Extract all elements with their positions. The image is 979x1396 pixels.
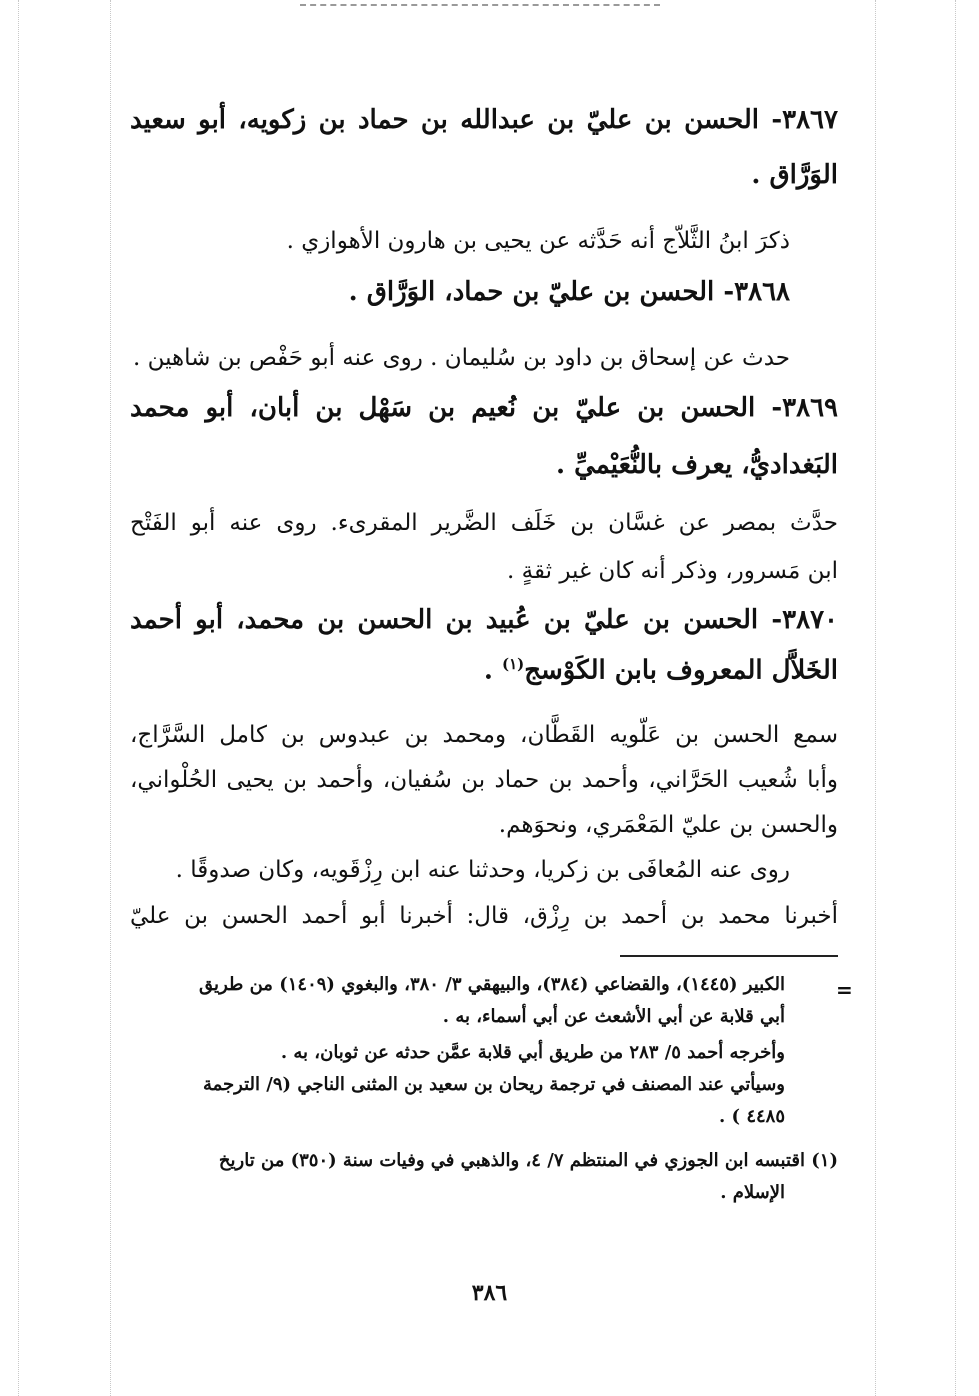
- entry-3870-header-line-1: [130, 605, 838, 635]
- entry-header-text: الخَلاَّل المعروف بابن الكَوْسج: [524, 655, 838, 686]
- entry-header-tail: .: [483, 655, 502, 686]
- scan-guide-line: [110, 0, 111, 1396]
- scan-artifact-top: [300, 4, 660, 6]
- entry-header-text: الحسن بن عليّ بن عبدالله بن حماد بن زكويه، أبو سعيد: [130, 105, 759, 135]
- entry-number: ٣٨٦٨-: [723, 277, 790, 307]
- footnote-line: أبي قلابة عن أبي الأشعث عن أبي أسماء، به .: [442, 1006, 785, 1027]
- footnote-continuation-marker: =: [836, 978, 853, 1002]
- entry-3870-body-line-1: سمع الحسن بن عَلّويه القَطَّان، ومحمد بن عبدوس بن كامل السَّرَّاج،: [130, 722, 838, 748]
- footnote-line: وأخرجه أحمد ٥/ ٢٨٣ من طريق أبي قلابة عمَّن حدثه عن ثوبان، به .: [280, 1042, 785, 1063]
- entry-3870-body-line-4: روى عنه المُعافَى بن زكريا، وحدثنا عنه ابن رِزْقَويه، وكان صدوقًا .: [175, 857, 790, 883]
- entry-3870-body-line-3: والحسن بن عليّ المَعْمَري، ونحوَهم.: [498, 812, 838, 838]
- entry-3867-body-line-1: ذكرَ ابنُ الثَّلاّج أنه حَدَّثه عن يحيى بن هارون الأهوازي .: [286, 228, 790, 254]
- footnote-line: الإسلام .: [720, 1182, 785, 1203]
- entry-3867-header-line-2: الوَرَّاق .: [751, 160, 838, 190]
- footnote-line: ٤٤٨٥ ) .: [719, 1106, 785, 1127]
- entry-3869-header-line-2: البَغداديُّ، يعرف بالنُّعَيْميِّ .: [555, 450, 838, 480]
- scan-guide-line: [875, 0, 876, 1396]
- entry-3869-body-line-1: حدَّث بمصر عن غسَّان بن خَلَف الضَّرير المقرىء. روى عنه أبو الفَتْح: [130, 510, 838, 536]
- entry-number: ٣٨٧٠-: [771, 605, 838, 635]
- entry-header-text: الحسن بن عليّ بن حماد، الوَرَّاق .: [348, 277, 715, 307]
- entry-3868-body-line-1: حدث عن إسحاق بن داود بن سُليمان . روى عنه أبو حَفْص بن شاهين .: [132, 345, 790, 371]
- entry-3868-header-line-1: [349, 277, 790, 307]
- entry-header-text: الحسن بن عليّ بن عُبيد بن الحسن بن محمد، أبو أحمد: [130, 605, 759, 635]
- entry-3867-header-line-1: [130, 105, 838, 135]
- scan-guide-line: [18, 0, 19, 1396]
- footnote-line: وسيأتي عند المصنف في ترجمة ريحان بن سعيد بن المثنى الناجي (٩/ الترجمة: [203, 1074, 785, 1095]
- entry-3870-body-line-5: أخبرنا محمد بن أحمد بن رِزْق، قال: أخبرنا أبو أحمد الحسن بن عليّ: [130, 903, 838, 929]
- entry-header-text: الحسن بن عليّ بن نُعيم بن سَهْل بن أبان، أبو محمد: [130, 393, 756, 423]
- entry-3869-header-line-1: [130, 393, 838, 423]
- entry-3869-body-line-2: ابن مَسرور، وذكر أنه كان غير ثقةٍ .: [507, 558, 838, 584]
- footnote-marker: (١): [501, 655, 525, 673]
- scan-guide-line: [955, 0, 956, 1396]
- page-number: ٣٨٦: [471, 1280, 508, 1306]
- footnote-line: الكبير (١٤٤٥)، والقضاعي (٣٨٤)، والبيهقي ٣/ ٣٨٠، والبغوي (١٤٠٩) من طريق: [199, 974, 785, 995]
- footnote-separator: [620, 955, 838, 957]
- entry-number: ٣٨٦٧-: [771, 105, 838, 135]
- entry-3870-body-line-2: وأبا شُعيب الحَرَّاني، وأحمد بن حماد بن سُفيان، وأحمد بن يحيى الحُلْواني،: [130, 767, 838, 793]
- entry-number: ٣٨٦٩-: [771, 393, 838, 423]
- footnote-line: (١) اقتبسه ابن الجوزي في المنتظم ٧/ ٤، والذهبي في وفيات سنة (٣٥٠) من تاريخ: [218, 1150, 838, 1171]
- entry-3870-header-line-2: [484, 655, 838, 686]
